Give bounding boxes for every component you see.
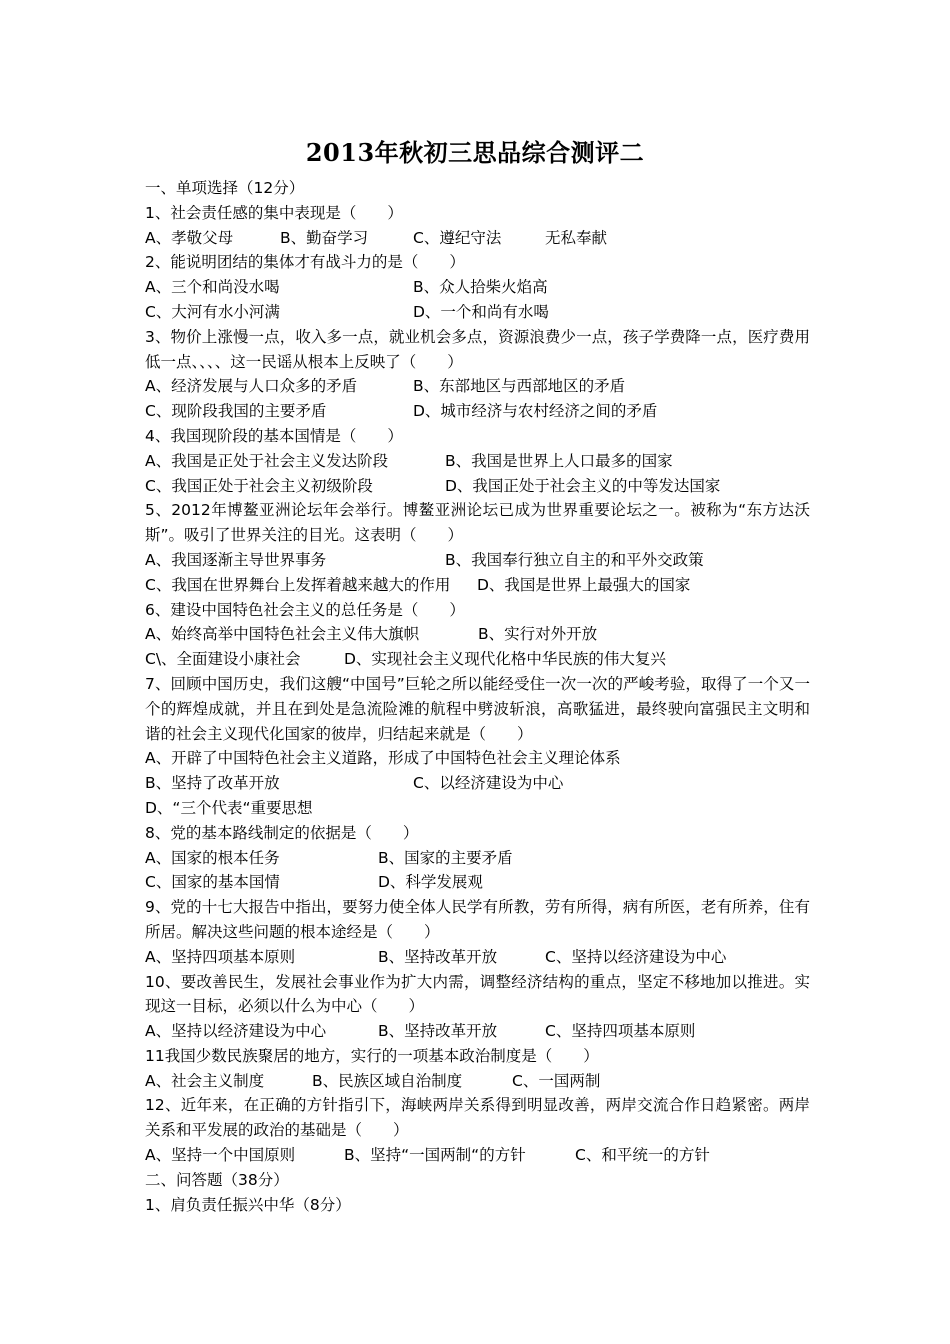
options-row [145, 300, 810, 325]
options-row [145, 226, 810, 251]
question-stem: 9、党的十七大报告中指出，要努力使全体人民学有所教，劳有所得，病有所医，老有所养，住有所居。解决这些问题的根本途经是（ ） [145, 898, 810, 941]
option-b: B、坚持“一国两制“的方针 [344, 1146, 526, 1165]
option-c: C、我国在世界舞台上发挥着越来越大的作用 [145, 575, 451, 594]
option-c: C、我国正处于社会主义初级阶段 [145, 476, 373, 495]
question-stem: 4、我国现阶段的基本国情是（ ） [145, 426, 403, 445]
options-row [145, 548, 810, 573]
options-row [145, 449, 810, 474]
option-a: A、三个和尚没水喝 [145, 278, 280, 297]
option-c: C、大河有水小河满 [145, 302, 280, 321]
options-row [145, 374, 810, 399]
option-b: B、众人拾柴火焰高 [413, 278, 548, 297]
option-a: A、坚持四项基本原则 [145, 947, 296, 966]
options-row [145, 870, 810, 895]
option-d: D、城市经济与农村经济之间的矛盾 [413, 402, 658, 421]
options-row [145, 399, 810, 424]
options-row [145, 796, 810, 821]
option-c: C、遵纪守法 [413, 228, 502, 247]
option-d: D、一个和尚有水喝 [413, 302, 549, 321]
option-a: A、坚持以经济建设为中心 [145, 1022, 327, 1041]
options-row [145, 1143, 810, 1168]
option-b: B、坚持改革开放 [378, 947, 498, 966]
option-a: A、社会主义制度 [145, 1071, 265, 1090]
option-c: C\、全面建设小康社会 [145, 650, 301, 669]
option-d: D、我国正处于社会主义的中等发达国家 [445, 476, 721, 495]
option-a: A、坚持一个中国原则 [145, 1146, 296, 1165]
option-d: D、我国是世界上最强大的国家 [477, 575, 691, 594]
option-a: A、孝敬父母 [145, 228, 234, 247]
question-stem: 12、近年来，在正确的方针指引下，海峡两岸关系得到明显改善，两岸交流合作日趋紧密。两岸关系和平发展的政治的基础是（ ） [145, 1096, 810, 1140]
option-d: 无私奉献 [545, 228, 608, 247]
option-b: B、坚持改革开放 [378, 1022, 498, 1041]
question-stem: 11我国少数民族聚居的地方，实行的一项基本政治制度是（ ） [145, 1046, 599, 1065]
option-c: C、一国两制 [512, 1071, 601, 1090]
question-stem: 6、建设中国特色社会主义的总任务是（ ） [145, 600, 465, 619]
options-row [145, 771, 810, 796]
option-c: C、坚持四项基本原则 [545, 1022, 696, 1041]
option-b: B、民族区域自治制度 [312, 1071, 463, 1090]
options-row [145, 647, 810, 672]
question-stem: 10、要改善民生，发展社会事业作为扩大内需，调整经济结构的重点，坚定不移地加以推进。实现这一目标，必须以什么为中心（ ） [145, 972, 810, 1016]
options-row [145, 1069, 810, 1094]
option-a: A、我国逐渐主导世界事务 [145, 550, 327, 569]
options-row [145, 1019, 810, 1044]
question-stem: 2、能说明团结的集体才有战斗力的是（ ） [145, 253, 465, 272]
question-stem: 1、社会责任感的集中表现是（ ） [145, 203, 403, 222]
option-b: B、国家的主要矛盾 [378, 848, 513, 867]
option-c: C、以经济建设为中心 [413, 774, 564, 793]
options-row [145, 573, 810, 598]
section-heading: 一、单项选择（12分） [145, 179, 305, 197]
option-c: C、国家的基本国情 [145, 873, 280, 892]
option-a: A、国家的根本任务 [145, 848, 280, 867]
exam-body [145, 176, 810, 1217]
options-row [145, 846, 810, 871]
option-d: D、实现社会主义现代化格中华民族的伟大复兴 [344, 650, 666, 669]
option-d: D、科学发展观 [378, 873, 483, 892]
question-stem: 5、2012年博鳌亚洲论坛年会举行。博鳌亚洲论坛已成为世界重要论坛之一。被称为“东方达沃斯”。吸引了世界关注的目光。这表明（ ） [145, 501, 810, 545]
option-b: B、我国是世界上人口最多的国家 [445, 451, 673, 470]
options-row [145, 474, 810, 499]
options-row [145, 275, 810, 300]
option-b: B、我国奉行独立自主的和平外交政策 [445, 550, 704, 569]
option-b: B、实行对外开放 [478, 625, 598, 644]
section-heading: 二、问答题（38分） [145, 1170, 289, 1189]
option-b: B、东部地区与西部地区的矛盾 [413, 377, 626, 396]
option-a: A、我国是正处于社会主义发达阶段 [145, 451, 389, 470]
option-a: A、经济发展与人口众多的矛盾 [145, 377, 358, 396]
option-c: C、坚持以经济建设为中心 [545, 947, 727, 966]
question-stem: 1、肩负责任振兴中华（8分） [145, 1195, 351, 1214]
question-stem: 3、物价上涨慢一点，收入多一点，就业机会多点，资源浪费少一点，孩子学费降一点，医疗费用低一点、、、、这一民谣从根本上反映了（ ） [145, 327, 810, 371]
options-row [145, 746, 810, 771]
option-c: C、和平统一的方针 [575, 1146, 710, 1165]
question-stem: 7、回顾中国历史，我们这艘“中国号”巨轮之所以能经受住一次一次的严峻考验，取得了一个又一个的辉煌成就，并且在到处是急流险滩的航程中劈波斩浪，高歌猛进，最终驶向富强民主文明和谐的社会主义现代化国家的彼岸，归结起来就是（ ） [145, 674, 810, 743]
option-a: A、始终高举中国特色社会主义伟大旗帜 [145, 625, 420, 644]
option-b: B、勤奋学习 [280, 228, 369, 247]
options-row [145, 622, 810, 647]
options-row [145, 945, 810, 970]
option-d: D、“三个代表“重要思想 [145, 798, 313, 817]
option-c: C、现阶段我国的主要矛盾 [145, 402, 327, 421]
question-stem: 8、党的基本路线制定的依据是（ ） [145, 823, 419, 842]
option-a: A、开辟了中国特色社会主义道路，形成了中国特色社会主义理论体系 [145, 749, 621, 768]
option-b: B、坚持了改革开放 [145, 774, 280, 793]
page-title: 2013年秋初三思品综合测评二 [305, 138, 645, 167]
